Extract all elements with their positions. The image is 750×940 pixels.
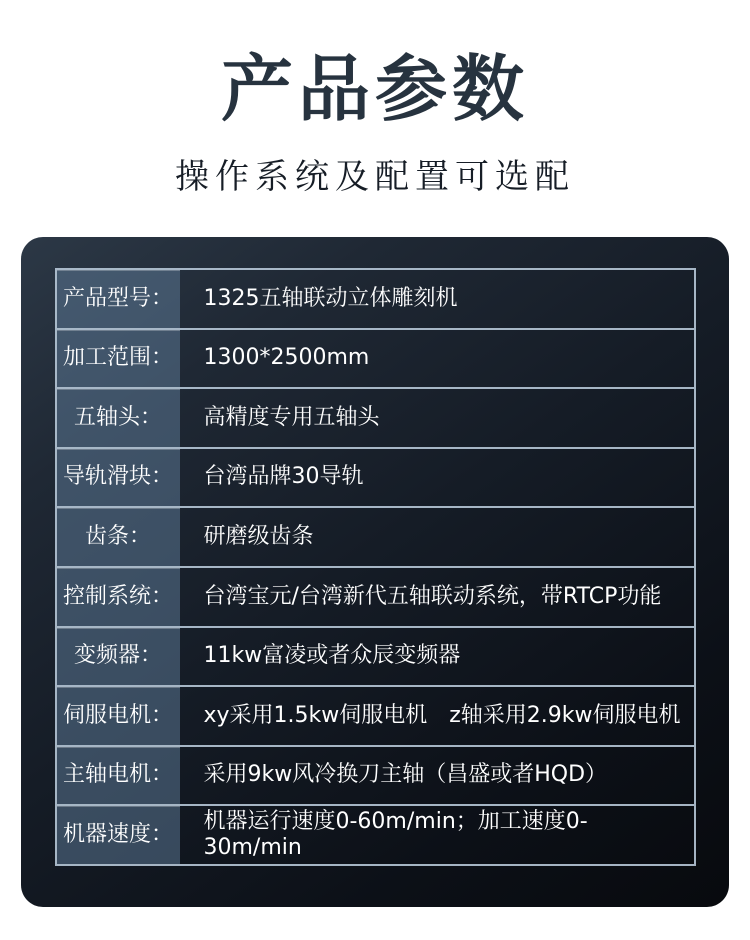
spec-row-servo-motor bbox=[57, 687, 694, 747]
spec-label: 五轴头： bbox=[57, 389, 180, 447]
spec-label: 控制系统： bbox=[57, 568, 180, 626]
spec-value: 1300*2500mm bbox=[203, 345, 370, 371]
spec-value: xy采用1.5kw伺服电机 z轴采用2.9kw伺服电机 bbox=[203, 702, 681, 728]
spec-value: 研磨级齿条 bbox=[203, 523, 314, 549]
spec-table bbox=[55, 268, 696, 866]
spec-value: 机器运行速度0-60m/min；加工速度0-30m/min bbox=[203, 808, 588, 861]
spec-value: 1325五轴联动立体雕刻机 bbox=[203, 285, 458, 311]
spec-label: 导轨滑块： bbox=[57, 449, 180, 507]
spec-panel bbox=[21, 237, 729, 907]
spec-row-five-axis-head bbox=[57, 389, 694, 449]
spec-row-machine-speed bbox=[57, 806, 694, 864]
spec-label: 主轴电机： bbox=[57, 747, 180, 805]
page-title: 产品参数 bbox=[220, 47, 529, 131]
spec-label: 产品型号： bbox=[57, 270, 180, 328]
spec-value: 台湾宝元/台湾新代五轴联动系统，带RTCP功能 bbox=[203, 583, 662, 609]
spec-row-inverter bbox=[57, 628, 694, 688]
spec-value: 高精度专用五轴头 bbox=[203, 404, 380, 430]
spec-row-model bbox=[57, 270, 694, 330]
spec-value: 采用9kw风冷换刀主轴（昌盛或者HQD） bbox=[203, 762, 608, 788]
spec-row-control-system bbox=[57, 568, 694, 628]
page-subtitle: 操作系统及配置可选配 bbox=[175, 157, 575, 197]
spec-label: 伺服电机： bbox=[57, 687, 180, 745]
spec-row-guide-rail bbox=[57, 449, 694, 509]
spec-label: 加工范围： bbox=[57, 330, 180, 388]
spec-label: 机器速度： bbox=[57, 806, 180, 864]
spec-value: 台湾品牌30导轨 bbox=[203, 464, 364, 490]
spec-value: 11kw富凌或者众辰变频器 bbox=[203, 643, 461, 669]
spec-label: 变频器： bbox=[57, 628, 180, 686]
spec-label: 齿条： bbox=[57, 508, 180, 566]
spec-row-rack bbox=[57, 508, 694, 568]
spec-row-working-area bbox=[57, 330, 694, 390]
spec-row-spindle-motor bbox=[57, 747, 694, 807]
